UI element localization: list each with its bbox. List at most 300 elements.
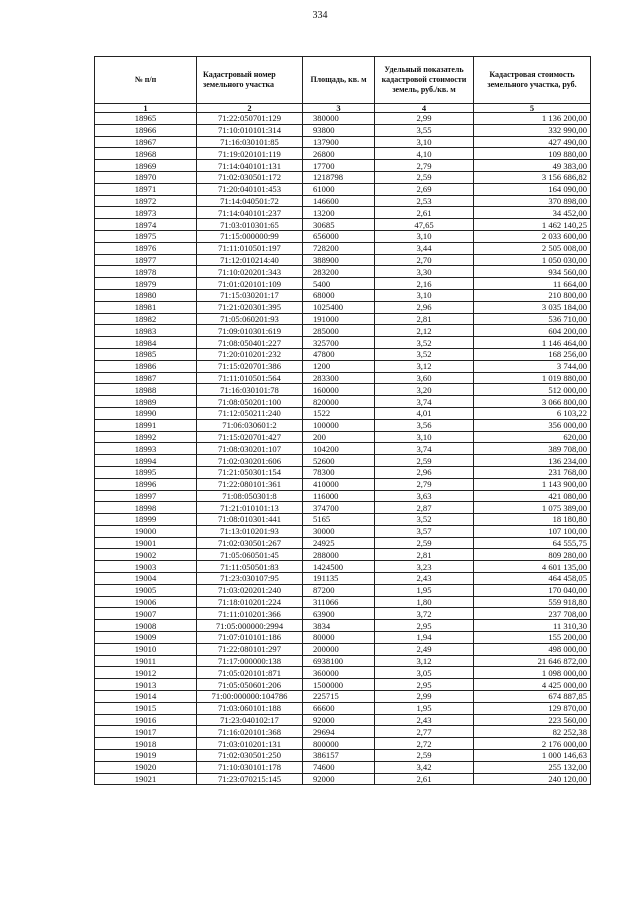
table-row xyxy=(95,714,591,726)
row-number-cell: 18974 xyxy=(95,219,197,231)
row-number-cell: 18998 xyxy=(95,502,197,514)
table-row xyxy=(95,537,591,549)
cadastral-number-cell: 71:19:020101:119 xyxy=(197,148,303,160)
row-number-cell: 18973 xyxy=(95,207,197,219)
row-number-cell: 18969 xyxy=(95,160,197,172)
column-number: 2 xyxy=(197,104,303,113)
specific-value-cell: 3,52 xyxy=(375,348,474,360)
area-cell: 386157 xyxy=(303,750,375,762)
cadastral-value-cell: 82 252,38 xyxy=(474,726,591,738)
table-header xyxy=(95,57,591,113)
area-cell: 283300 xyxy=(303,372,375,384)
cadastral-value-table xyxy=(94,56,591,785)
table-row xyxy=(95,278,591,290)
cadastral-value-cell: 1 000 146,63 xyxy=(474,750,591,762)
row-number-cell: 19011 xyxy=(95,655,197,667)
table-row xyxy=(95,266,591,278)
row-number-cell: 19015 xyxy=(95,702,197,714)
row-number-cell: 19008 xyxy=(95,620,197,632)
cadastral-number-cell: 71:08:050201:100 xyxy=(197,396,303,408)
cadastral-value-cell: 255 132,00 xyxy=(474,761,591,773)
row-number-cell: 18991 xyxy=(95,419,197,431)
specific-value-cell: 1,94 xyxy=(375,632,474,644)
area-cell: 374700 xyxy=(303,502,375,514)
cadastral-value-cell: 559 918,80 xyxy=(474,596,591,608)
row-number-cell: 19000 xyxy=(95,525,197,537)
table-row xyxy=(95,207,591,219)
specific-value-cell: 3,23 xyxy=(375,561,474,573)
cadastral-number-cell: 71:05:050601:206 xyxy=(197,679,303,691)
specific-value-cell: 3,10 xyxy=(375,136,474,148)
area-cell: 160000 xyxy=(303,384,375,396)
table-row xyxy=(95,337,591,349)
row-number-cell: 18987 xyxy=(95,372,197,384)
cadastral-number-cell: 71:16:030101:78 xyxy=(197,384,303,396)
cadastral-value-cell: 4 601 135,00 xyxy=(474,561,591,573)
table-row xyxy=(95,242,591,254)
table-row xyxy=(95,360,591,372)
row-number-cell: 18980 xyxy=(95,289,197,301)
area-cell: 92000 xyxy=(303,714,375,726)
table-row xyxy=(95,761,591,773)
cadastral-value-cell: 18 180,80 xyxy=(474,514,591,526)
table-row xyxy=(95,466,591,478)
row-number-cell: 19014 xyxy=(95,691,197,703)
header-area: Площадь, кв. м xyxy=(303,57,375,104)
area-cell: 285000 xyxy=(303,325,375,337)
table-row xyxy=(95,573,591,585)
cadastral-number-cell: 71:09:010301:619 xyxy=(197,325,303,337)
table-row xyxy=(95,490,591,502)
cadastral-number-cell: 71:20:040101:453 xyxy=(197,183,303,195)
row-number-cell: 18965 xyxy=(95,113,197,125)
header-cadastral-number: Кадастровый номер земельного участка xyxy=(197,57,303,104)
specific-value-cell: 2,59 xyxy=(375,171,474,183)
cadastral-value-cell: 332 990,00 xyxy=(474,124,591,136)
row-number-cell: 18982 xyxy=(95,313,197,325)
area-cell: 800000 xyxy=(303,738,375,750)
area-cell: 6938100 xyxy=(303,655,375,667)
area-cell: 380000 xyxy=(303,113,375,125)
cadastral-number-cell: 71:10:030101:178 xyxy=(197,761,303,773)
cadastral-number-cell: 71:22:080101:297 xyxy=(197,643,303,655)
table-row xyxy=(95,478,591,490)
row-number-cell: 18995 xyxy=(95,466,197,478)
row-number-cell: 19004 xyxy=(95,573,197,585)
cadastral-number-cell: 71:16:030101:85 xyxy=(197,136,303,148)
row-number-cell: 18992 xyxy=(95,431,197,443)
area-cell: 17700 xyxy=(303,160,375,172)
specific-value-cell: 2,43 xyxy=(375,714,474,726)
specific-value-cell: 3,74 xyxy=(375,396,474,408)
cadastral-value-cell: 34 452,00 xyxy=(474,207,591,219)
specific-value-cell: 3,10 xyxy=(375,289,474,301)
row-number-cell: 19017 xyxy=(95,726,197,738)
cadastral-number-cell: 71:11:050501:83 xyxy=(197,561,303,573)
cadastral-number-cell: 71:15:030201:17 xyxy=(197,289,303,301)
row-number-cell: 18986 xyxy=(95,360,197,372)
table-row xyxy=(95,219,591,231)
specific-value-cell: 3,57 xyxy=(375,525,474,537)
cadastral-value-cell: 240 120,00 xyxy=(474,773,591,785)
cadastral-number-cell: 71:21:020301:395 xyxy=(197,301,303,313)
table-row xyxy=(95,502,591,514)
row-number-cell: 18983 xyxy=(95,325,197,337)
row-number-cell: 18990 xyxy=(95,407,197,419)
cadastral-value-cell: 3 156 686,82 xyxy=(474,171,591,183)
table-row xyxy=(95,691,591,703)
area-cell: 78300 xyxy=(303,466,375,478)
specific-value-cell: 2,99 xyxy=(375,113,474,125)
table-row xyxy=(95,514,591,526)
specific-value-cell: 2,69 xyxy=(375,183,474,195)
cadastral-value-cell: 6 103,22 xyxy=(474,407,591,419)
cadastral-number-cell: 71:14:040101:237 xyxy=(197,207,303,219)
area-cell: 1025400 xyxy=(303,301,375,313)
cadastral-number-cell: 71:06:030601:2 xyxy=(197,419,303,431)
area-cell: 1218798 xyxy=(303,171,375,183)
cadastral-number-cell: 71:14:040501:72 xyxy=(197,195,303,207)
specific-value-cell: 2,96 xyxy=(375,301,474,313)
area-cell: 26800 xyxy=(303,148,375,160)
specific-value-cell: 3,63 xyxy=(375,490,474,502)
specific-value-cell: 4,01 xyxy=(375,407,474,419)
row-number-cell: 19018 xyxy=(95,738,197,750)
cadastral-value-cell: 620,00 xyxy=(474,431,591,443)
specific-value-cell: 2,70 xyxy=(375,254,474,266)
specific-value-cell: 3,56 xyxy=(375,419,474,431)
area-cell: 283200 xyxy=(303,266,375,278)
cadastral-number-cell: 71:08:050301:8 xyxy=(197,490,303,502)
table-row xyxy=(95,643,591,655)
row-number-cell: 18989 xyxy=(95,396,197,408)
cadastral-value-cell: 11 310,30 xyxy=(474,620,591,632)
column-number: 5 xyxy=(474,104,591,113)
area-cell: 1522 xyxy=(303,407,375,419)
row-number-cell: 18999 xyxy=(95,514,197,526)
table-row xyxy=(95,348,591,360)
table-row xyxy=(95,419,591,431)
row-number-cell: 19019 xyxy=(95,750,197,762)
cadastral-value-cell: 2 033 600,00 xyxy=(474,230,591,242)
cadastral-value-cell: 604 200,00 xyxy=(474,325,591,337)
row-number-cell: 18970 xyxy=(95,171,197,183)
cadastral-number-cell: 71:10:020201:343 xyxy=(197,266,303,278)
table-row xyxy=(95,584,591,596)
table-row xyxy=(95,254,591,266)
specific-value-cell: 3,60 xyxy=(375,372,474,384)
cadastral-number-cell: 71:08:050401:227 xyxy=(197,337,303,349)
area-cell: 104200 xyxy=(303,443,375,455)
cadastral-value-cell: 1 098 000,00 xyxy=(474,667,591,679)
cadastral-number-cell: 71:05:060501:45 xyxy=(197,549,303,561)
table-row xyxy=(95,549,591,561)
area-cell: 93800 xyxy=(303,124,375,136)
area-cell: 30685 xyxy=(303,219,375,231)
cadastral-value-cell: 427 490,00 xyxy=(474,136,591,148)
area-cell: 137900 xyxy=(303,136,375,148)
area-cell: 52600 xyxy=(303,455,375,467)
row-number-cell: 18975 xyxy=(95,230,197,242)
specific-value-cell: 2,99 xyxy=(375,691,474,703)
row-number-cell: 18997 xyxy=(95,490,197,502)
specific-value-cell: 3,12 xyxy=(375,655,474,667)
cadastral-value-cell: 1 136 200,00 xyxy=(474,113,591,125)
table-row xyxy=(95,301,591,313)
table-row xyxy=(95,738,591,750)
table-row xyxy=(95,655,591,667)
specific-value-cell: 4,10 xyxy=(375,148,474,160)
specific-value-cell: 2,79 xyxy=(375,160,474,172)
row-number-cell: 18967 xyxy=(95,136,197,148)
cadastral-number-cell: 71:15:000000:99 xyxy=(197,230,303,242)
cadastral-number-cell: 71:15:020701:386 xyxy=(197,360,303,372)
area-cell: 311066 xyxy=(303,596,375,608)
cadastral-number-cell: 71:05:020101:871 xyxy=(197,667,303,679)
cadastral-value-cell: 389 708,00 xyxy=(474,443,591,455)
cadastral-value-cell: 3 035 184,00 xyxy=(474,301,591,313)
cadastral-number-cell: 71:08:010301:441 xyxy=(197,514,303,526)
area-cell: 191135 xyxy=(303,573,375,585)
cadastral-number-cell: 71:07:010101:186 xyxy=(197,632,303,644)
area-cell: 24925 xyxy=(303,537,375,549)
specific-value-cell: 2,59 xyxy=(375,750,474,762)
specific-value-cell: 2,79 xyxy=(375,478,474,490)
table-row xyxy=(95,443,591,455)
cadastral-value-cell: 934 560,00 xyxy=(474,266,591,278)
cadastral-value-cell: 674 887,85 xyxy=(474,691,591,703)
column-number: 3 xyxy=(303,104,375,113)
cadastral-value-cell: 1 143 900,00 xyxy=(474,478,591,490)
cadastral-number-cell: 71:23:040102:17 xyxy=(197,714,303,726)
table-row xyxy=(95,325,591,337)
cadastral-value-cell: 498 000,00 xyxy=(474,643,591,655)
cadastral-value-cell: 1 075 389,00 xyxy=(474,502,591,514)
area-cell: 200000 xyxy=(303,643,375,655)
specific-value-cell: 2,59 xyxy=(375,455,474,467)
table-body xyxy=(95,113,591,785)
table-row xyxy=(95,372,591,384)
table-row xyxy=(95,289,591,301)
specific-value-cell: 2,53 xyxy=(375,195,474,207)
row-number-cell: 19007 xyxy=(95,608,197,620)
row-number-cell: 19013 xyxy=(95,679,197,691)
area-cell: 74600 xyxy=(303,761,375,773)
cadastral-number-cell: 71:10:010101:314 xyxy=(197,124,303,136)
cadastral-value-cell: 1 146 464,00 xyxy=(474,337,591,349)
cadastral-value-cell: 109 880,00 xyxy=(474,148,591,160)
specific-value-cell: 2,96 xyxy=(375,466,474,478)
cadastral-number-cell: 71:22:050701:129 xyxy=(197,113,303,125)
area-cell: 1424500 xyxy=(303,561,375,573)
table-row xyxy=(95,608,591,620)
cadastral-value-cell: 210 800,00 xyxy=(474,289,591,301)
table-row xyxy=(95,113,591,125)
area-cell: 87200 xyxy=(303,584,375,596)
area-cell: 66600 xyxy=(303,702,375,714)
cadastral-value-cell: 3 066 800,00 xyxy=(474,396,591,408)
cadastral-value-cell: 809 280,00 xyxy=(474,549,591,561)
row-number-cell: 19001 xyxy=(95,537,197,549)
cadastral-value-cell: 136 234,00 xyxy=(474,455,591,467)
cadastral-number-cell: 71:12:010214:40 xyxy=(197,254,303,266)
area-cell: 100000 xyxy=(303,419,375,431)
table-row xyxy=(95,750,591,762)
cadastral-number-cell: 71:23:030107:95 xyxy=(197,573,303,585)
cadastral-number-cell: 71:08:030201:107 xyxy=(197,443,303,455)
row-number-cell: 19005 xyxy=(95,584,197,596)
cadastral-value-cell: 11 664,00 xyxy=(474,278,591,290)
header-row-number: № п/п xyxy=(95,57,197,104)
cadastral-value-cell: 370 898,00 xyxy=(474,195,591,207)
table-row xyxy=(95,384,591,396)
header-cadastral-value: Кадастровая стоимость земельного участка, руб. xyxy=(474,57,591,104)
cadastral-value-cell: 4 425 000,00 xyxy=(474,679,591,691)
area-cell: 225715 xyxy=(303,691,375,703)
cadastral-value-cell: 129 870,00 xyxy=(474,702,591,714)
specific-value-cell: 2,59 xyxy=(375,537,474,549)
area-cell: 29694 xyxy=(303,726,375,738)
cadastral-number-cell: 71:03:020201:240 xyxy=(197,584,303,596)
row-number-cell: 18979 xyxy=(95,278,197,290)
row-number-cell: 19010 xyxy=(95,643,197,655)
table-row xyxy=(95,525,591,537)
row-number-cell: 19012 xyxy=(95,667,197,679)
row-number-cell: 19006 xyxy=(95,596,197,608)
cadastral-number-cell: 71:23:070215:145 xyxy=(197,773,303,785)
cadastral-number-cell: 71:11:010201:366 xyxy=(197,608,303,620)
cadastral-value-cell: 107 100,00 xyxy=(474,525,591,537)
cadastral-number-cell: 71:03:010201:131 xyxy=(197,738,303,750)
specific-value-cell: 2,12 xyxy=(375,325,474,337)
specific-value-cell: 3,44 xyxy=(375,242,474,254)
cadastral-value-cell: 2 176 000,00 xyxy=(474,738,591,750)
area-cell: 728200 xyxy=(303,242,375,254)
table-row xyxy=(95,195,591,207)
cadastral-value-cell: 3 744,00 xyxy=(474,360,591,372)
cadastral-number-cell: 71:11:010501:197 xyxy=(197,242,303,254)
table-row xyxy=(95,160,591,172)
table-row xyxy=(95,407,591,419)
area-cell: 820000 xyxy=(303,396,375,408)
cadastral-number-cell: 71:00:000000:104786 xyxy=(197,691,303,703)
cadastral-value-cell: 1 019 880,00 xyxy=(474,372,591,384)
area-cell: 13200 xyxy=(303,207,375,219)
cadastral-number-cell: 71:16:020101:368 xyxy=(197,726,303,738)
row-number-cell: 19009 xyxy=(95,632,197,644)
table-row xyxy=(95,596,591,608)
cadastral-number-cell: 71:02:030501:172 xyxy=(197,171,303,183)
row-number-cell: 18966 xyxy=(95,124,197,136)
area-cell: 191000 xyxy=(303,313,375,325)
row-number-cell: 18994 xyxy=(95,455,197,467)
header-specific-value: Удельный показатель кадастровой стоимости земель, руб./кв. м xyxy=(375,57,474,104)
table-row xyxy=(95,136,591,148)
cadastral-value-cell: 1 462 140,25 xyxy=(474,219,591,231)
cadastral-number-cell: 71:02:030501:250 xyxy=(197,750,303,762)
cadastral-value-cell: 356 000,00 xyxy=(474,419,591,431)
cadastral-number-cell: 71:14:040101:131 xyxy=(197,160,303,172)
row-number-cell: 18978 xyxy=(95,266,197,278)
cadastral-value-cell: 223 560,00 xyxy=(474,714,591,726)
cadastral-number-cell: 71:05:000000:2994 xyxy=(197,620,303,632)
area-cell: 288000 xyxy=(303,549,375,561)
specific-value-cell: 3,42 xyxy=(375,761,474,773)
specific-value-cell: 2,61 xyxy=(375,207,474,219)
table-row xyxy=(95,455,591,467)
row-number-cell: 18972 xyxy=(95,195,197,207)
specific-value-cell: 47,65 xyxy=(375,219,474,231)
cadastral-number-cell: 71:02:030501:267 xyxy=(197,537,303,549)
column-number-row xyxy=(95,104,591,113)
specific-value-cell: 3,30 xyxy=(375,266,474,278)
area-cell: 30000 xyxy=(303,525,375,537)
specific-value-cell: 2,16 xyxy=(375,278,474,290)
row-number-cell: 18981 xyxy=(95,301,197,313)
table-row xyxy=(95,313,591,325)
table-row xyxy=(95,396,591,408)
row-number-cell: 19002 xyxy=(95,549,197,561)
specific-value-cell: 3,52 xyxy=(375,337,474,349)
table-row xyxy=(95,183,591,195)
row-number-cell: 18993 xyxy=(95,443,197,455)
cadastral-value-cell: 421 080,00 xyxy=(474,490,591,502)
cadastral-number-cell: 71:18:010201:224 xyxy=(197,596,303,608)
area-cell: 80000 xyxy=(303,632,375,644)
table-row xyxy=(95,148,591,160)
specific-value-cell: 2,95 xyxy=(375,620,474,632)
area-cell: 146600 xyxy=(303,195,375,207)
cadastral-number-cell: 71:21:010101:13 xyxy=(197,502,303,514)
table-row xyxy=(95,561,591,573)
specific-value-cell: 2,43 xyxy=(375,573,474,585)
row-number-cell: 19020 xyxy=(95,761,197,773)
area-cell: 1200 xyxy=(303,360,375,372)
table-row xyxy=(95,726,591,738)
table-row xyxy=(95,702,591,714)
area-cell: 388900 xyxy=(303,254,375,266)
area-cell: 116000 xyxy=(303,490,375,502)
cadastral-number-cell: 71:03:010301:65 xyxy=(197,219,303,231)
area-cell: 68000 xyxy=(303,289,375,301)
row-number-cell: 18977 xyxy=(95,254,197,266)
area-cell: 5165 xyxy=(303,514,375,526)
cadastral-number-cell: 71:17:000000:138 xyxy=(197,655,303,667)
area-cell: 61000 xyxy=(303,183,375,195)
specific-value-cell: 2,49 xyxy=(375,643,474,655)
row-number-cell: 19021 xyxy=(95,773,197,785)
row-number-cell: 19003 xyxy=(95,561,197,573)
column-number: 4 xyxy=(375,104,474,113)
row-number-cell: 18985 xyxy=(95,348,197,360)
cadastral-number-cell: 71:21:050301:154 xyxy=(197,466,303,478)
cadastral-value-cell: 2 505 008,00 xyxy=(474,242,591,254)
cadastral-number-cell: 71:15:020701:427 xyxy=(197,431,303,443)
specific-value-cell: 2,72 xyxy=(375,738,474,750)
row-number-cell: 18971 xyxy=(95,183,197,195)
specific-value-cell: 3,20 xyxy=(375,384,474,396)
specific-value-cell: 1,95 xyxy=(375,702,474,714)
cadastral-value-cell: 1 050 030,00 xyxy=(474,254,591,266)
cadastral-value-cell: 164 090,00 xyxy=(474,183,591,195)
table-row xyxy=(95,632,591,644)
table-row xyxy=(95,171,591,183)
specific-value-cell: 2,81 xyxy=(375,549,474,561)
specific-value-cell: 1,80 xyxy=(375,596,474,608)
page-number: 334 xyxy=(312,10,328,21)
row-number-cell: 18988 xyxy=(95,384,197,396)
specific-value-cell: 3,10 xyxy=(375,230,474,242)
